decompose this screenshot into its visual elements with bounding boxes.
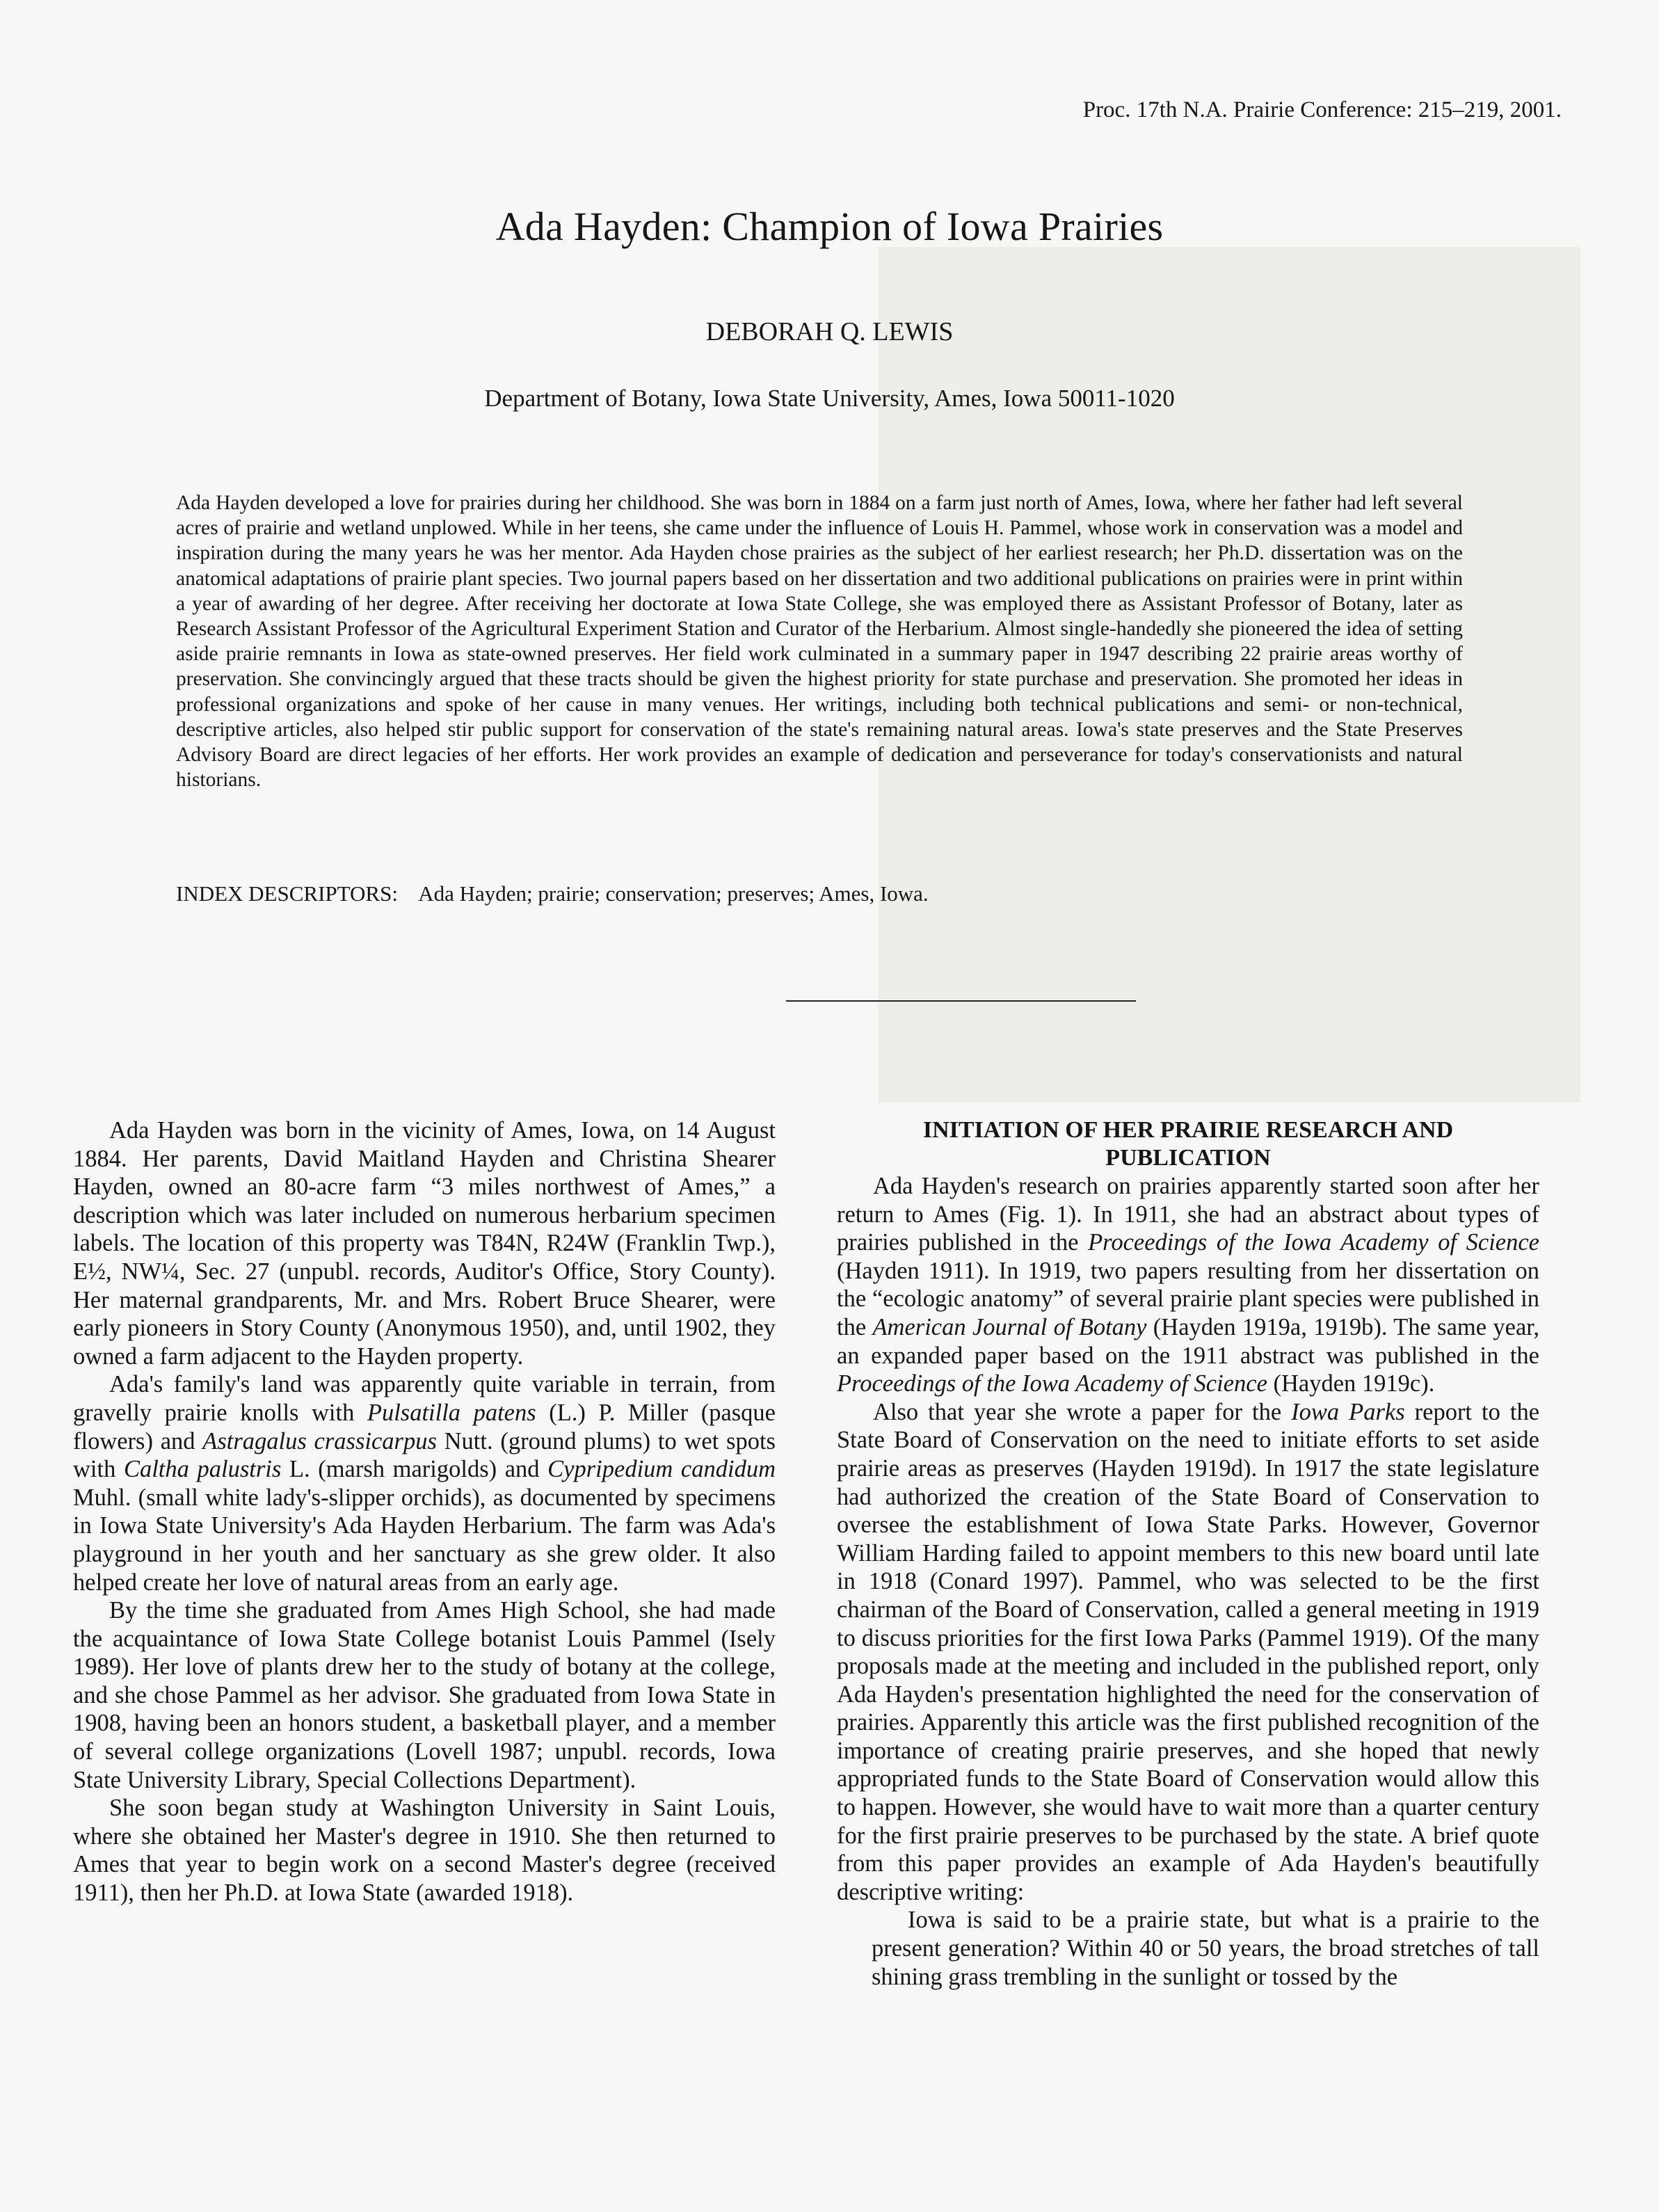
abstract: Ada Hayden developed a love for prairies during her childhood. She was born in 1884 on a farm just north of Ames, Iowa, where her father had left several acres of prairie and wetland unplowed. While in her teens, she came under the influence of Louis H. Pammel, whose work in conservation was a model and inspiration during the many years he was her mentor. Ada Hayden chose prairies as the subject of her earliest research; her Ph.D. dissertation was on the anatomical adaptations of prairie plant species. Two journal papers based on her dissertation and two additional publications on prairies were in print within a year of awarding of her degree. After receiving her doctorate at Iowa State College, she was employed there as Assistant Professor of Botany, later as Research Assistant Professor of the Agricultural Experiment Station and Curator of the Herbarium. Almost single-handedly she pioneered the idea of setting aside prairie remnants in Iowa as state-owned preserves. Her field work culminated in a summary paper in 1947 describing 22 prairie areas worthy of preservation. She convincingly argued that these tracts should be given the highest priority for state purchase and preservation. She promoted her ideas in professional organizations and spoke of her cause in many venues. Her writings, including both technical publications and semi- or non-technical, descriptive articles, also helped stir public support for conservation of the state's remaining natural areas. Iowa's state preserves and the State Preserves Advisory Board are direct legacies of her efforts. Her work provides an example of dedication and perseverance for today's conservationists and natural historians.	[176, 492, 1463, 792]
author-name: DEBORAH Q. LEWIS	[705, 317, 954, 346]
section-divider	[786, 1000, 1136, 1002]
left-column	[73, 1116, 776, 1907]
index-label: INDEX DESCRIPTORS:	[176, 881, 398, 906]
left-paragraph-2: Ada's family's land was apparently quite variable in terrain, from gravelly prairie knolls with Pulsatilla patens (L.) P. Miller (pasque flowers) and Astragalus crassicarpus Nutt. (ground plums) to wet spots with Caltha palustris L. (marsh marigolds) and Cypripedium candidum Muhl. (small white lady's-slipper orchids), as documented by specimens in Iowa State University's Ada Hayden Herbarium. The farm was Ada's playground in her youth and her sanctuary as she grew older. It also helped create her love of natural areas from an early age.	[73, 1371, 776, 1596]
left-paragraph-1: Ada Hayden was born in the vicinity of Ames, Iowa, on 14 August 1884. Her parents, David Maitland Hayden and Christina Shearer Hayden, owned an 80-acre farm “3 miles northwest of Ames,” a description which was later included on numerous herbarium specimen labels. The location of this property was T84N, R24W (Franklin Twp.), E½, NW¼, Sec. 27 (unpubl. records, Auditor's Office, Story County). Her maternal grandparents, Mr. and Mrs. Robert Bruce Shearer, were early pioneers in Story County (Anonymous 1950), and, until 1902, they owned a farm adjacent to the Hayden property.	[73, 1117, 776, 1370]
left-paragraph-4: She soon began study at Washington University in Saint Louis, where she obtained her Master's degree in 1910. She then returned to Ames that year to begin work on a second Master's degree (received 1911), then her Ph.D. at Iowa State (awarded 1918).	[73, 1795, 776, 1907]
block-quote: Iowa is said to be a prairie state, but what is a prairie to the present generation? Within 40 or 50 years, the broad stretches of tall shining grass trembling in the sunlight or tossed by the	[872, 1907, 1539, 1990]
index-terms: Ada Hayden; prairie; conservation; preserves; Ames, Iowa.	[418, 881, 929, 906]
index-descriptors	[176, 881, 1463, 906]
running-header: Proc. 17th N.A. Prairie Conference: 215–219, 2001.	[1082, 97, 1562, 122]
page-title: Ada Hayden: Champion of Iowa Prairies	[495, 204, 1164, 249]
right-paragraph-2: Also that year she wrote a paper for the Iowa Parks report to the State Board of Conservation on the need to initiate efforts to set aside prairie areas as preserves (Hayden 1919d). In 1917 the state legislature had authorized the creation of the State Board of Conservation to oversee the establishment of Iowa State Parks. However, Governor William Harding failed to appoint members to this new board until late in 1918 (Conard 1997). Pammel, who was selected to be the first chairman of the Board of Conservation, called a general meeting in 1919 to discuss priorities for the first Iowa Parks (Pammel 1919). Of the many proposals made at the meeting and included in the published report, only Ada Hayden's presentation highlighted the need for the conservation of prairies. Apparently this article was the first published recognition of the importance of creating prairie preserves, and she hoped that newly appropriated funds to the State Board of Conservation would allow this to happen. However, she would have to wait more than a quarter century for the first prairie preserves to be purchased by the state. A brief quote from this paper provides an example of Ada Hayden's beautifully descriptive writing:	[837, 1398, 1540, 1905]
section-heading: INITIATION OF HER PRAIRIE RESEARCH AND PUBLICATION	[922, 1117, 1454, 1171]
right-paragraph-1: Ada Hayden's research on prairies apparently started soon after her return to Ames (Fig. 1). In 1911, she had an abstract about types of prairies published in the Proceedings of the Iowa Academy of Science (Hayden 1911). In 1919, two papers resulting from her dissertation on the “ecologic anatomy” of several prairie plant species were published in the American Journal of Botany (Hayden 1919a, 1919b). The same year, an expanded paper based on the 1911 abstract was published in the Proceedings of the Iowa Academy of Science (Hayden 1919c).	[837, 1173, 1539, 1397]
left-paragraph-3: By the time she graduated from Ames High School, she had made the acquaintance of Iowa State College botanist Louis Pammel (Isely 1989). Her love of plants drew her to the study of botany at the college, and she chose Pammel as her advisor. She graduated from Iowa State in 1908, having been an honors student, a basketball player, and a member of several college organizations (Lovell 1987; unpubl. records, Iowa State University Library, Special Collections Department).	[73, 1597, 776, 1793]
author-affiliation: Department of Botany, Iowa State University, Ames, Iowa 50011-1020	[484, 385, 1175, 412]
right-column	[837, 1116, 1539, 1991]
